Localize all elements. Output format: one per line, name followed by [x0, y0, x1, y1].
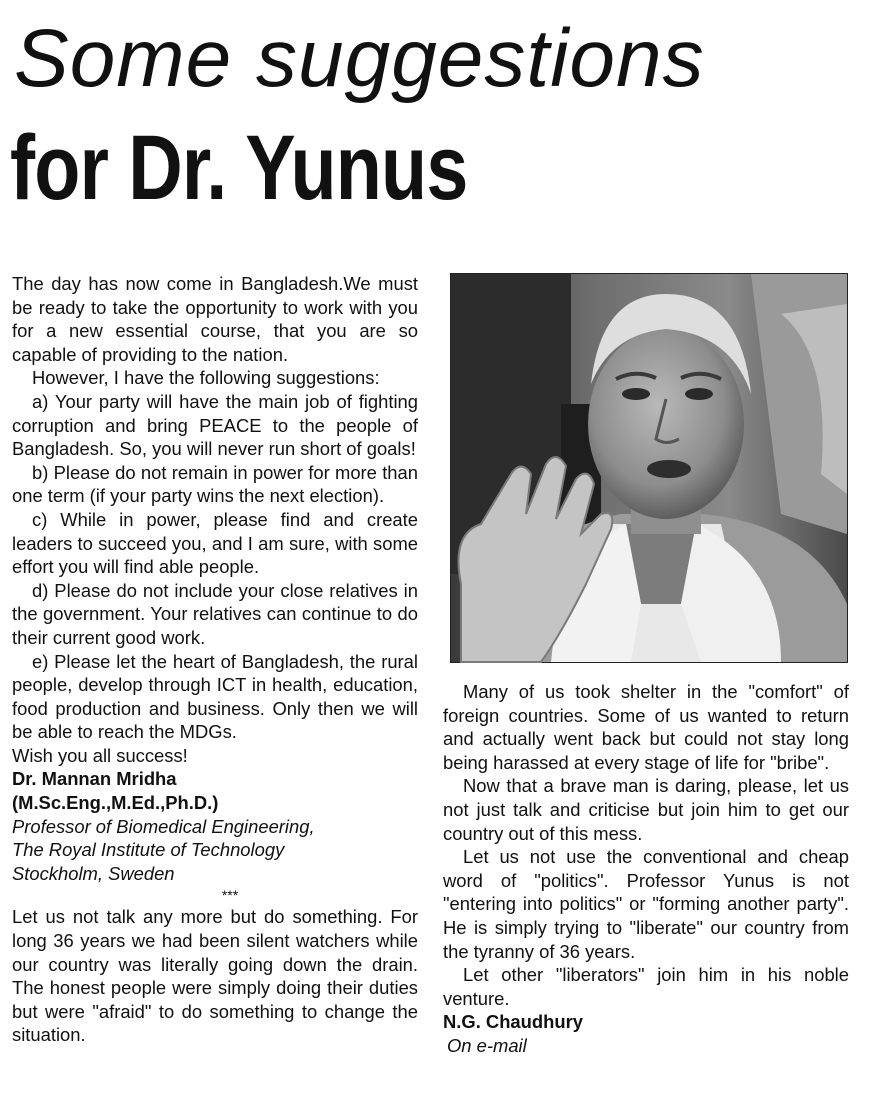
letter-2-paragraph-4: Let us not use the conventional and cheap word of "politics". Professor Yunus is not "entering into politics" or "forming another party". He is simply trying to "liberate" our country from the tyranny of 36 years. — [443, 846, 849, 962]
letter-1-suggestion-a: a) Your party will have the main job of fighting corruption and bring PEACE to the people of Bangladesh. So, you will never run short of goals! — [12, 390, 418, 460]
letter-1-suggestion-c: c) While in power, please find and create leaders to succeed you, and I am sure, with some effort you will find able people. — [12, 508, 418, 578]
letter-2-paragraph-5: Let other "liberators" join him in his noble venture. — [443, 964, 849, 1009]
letter-1-suggestion-d: d) Please do not include your close relatives in the government. Your relatives can continue to do their current good work. — [12, 579, 418, 648]
letter-1-author: Dr. Mannan Mridha — [12, 768, 177, 790]
letter-2-paragraph-3: Now that a brave man is daring, please, let us not just talk and criticise but join him to get our country out of this mess. — [443, 775, 849, 844]
letter-1-position: Professor of Biomedical Engineering, — [12, 815, 315, 837]
letter-2-paragraph-1: Let us not talk any more but do something. For long 36 years we had been silent watchers while our country was literally going down the drain. The honest people were simply doing their duties but were "afraid" to do something to change the situation. — [12, 906, 418, 1046]
letter-1-location: Stockholm, Sweden — [12, 862, 175, 884]
letter-1-closing: Wish you all success! — [12, 744, 188, 766]
letter-2-continued-column — [443, 680, 849, 1058]
letter-separator: *** — [221, 887, 239, 904]
dr-yunus-photo — [450, 273, 848, 663]
letter-1-degrees: (M.Sc.Eng.,M.Ed.,Ph.D.) — [12, 792, 219, 814]
letter-2-source: On e-mail — [447, 1034, 527, 1056]
letter-1-paragraph-1: The day has now come in Bangladesh.We must be ready to take the opportunity to work with you for a new essential course, that you are so capable of providing to the nation. — [12, 273, 418, 365]
headline-line-2: for Dr. Yunus — [10, 117, 468, 219]
letter-2-paragraph-2: Many of us took shelter in the "comfort" of foreign countries. Some of us wanted to return and actually went back but could not stay long being harassed at every stage of life for "bribe". — [443, 681, 849, 773]
letter-1-column — [12, 272, 418, 1046]
letter-1-suggestion-e: e) Please let the heart of Bangladesh, the rural people, develop through ICT in health, education, food production and business. Only then we will be able to reach the MDGs. — [12, 650, 418, 743]
letter-1-suggestion-b: b) Please do not remain in power for more than one term (if your party wins the next election). — [12, 461, 418, 507]
letter-1-paragraph-2: However, I have the following suggestions: — [32, 367, 380, 389]
letter-2-author: N.G. Chaudhury — [443, 1011, 583, 1033]
portrait-illustration — [451, 274, 847, 662]
headline-line-1: Some suggestions — [14, 13, 705, 104]
letter-1-institution: The Royal Institute of Technology — [12, 839, 285, 861]
